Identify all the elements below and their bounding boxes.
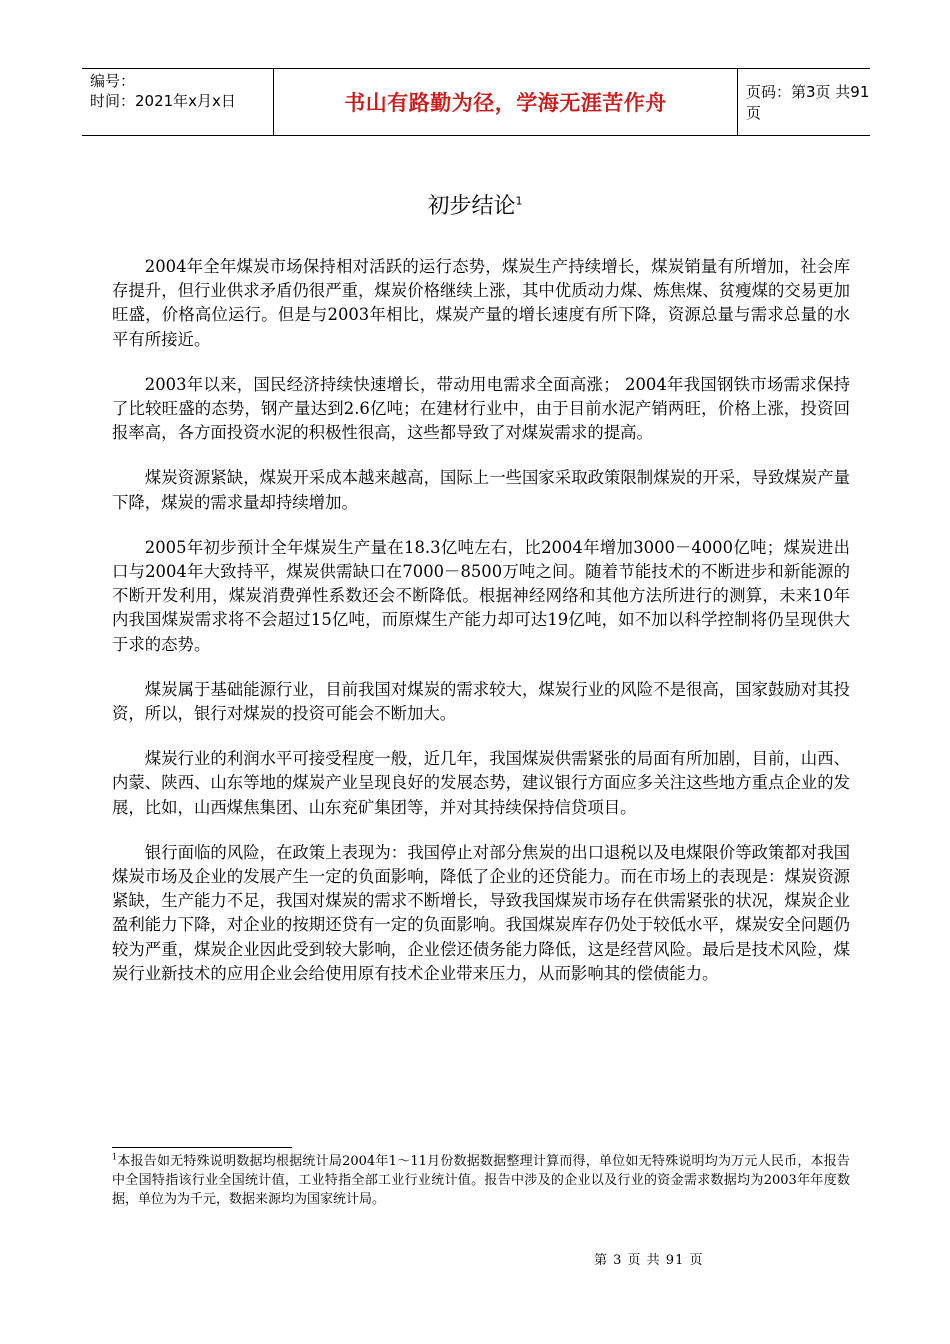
section-title-text: 初步结论 xyxy=(427,194,516,219)
paragraph-5: 煤炭属于基础能源行业，目前我国对煤炭的需求较大，煤炭行业的风险不是很高，国家鼓励对其投资，所以，银行对煤炭的投资可能会不断加大。 xyxy=(112,679,850,724)
paragraph-2: 2003年以来，国民经济持续快速增长，带动用电需求全面高涨； 2004年我国钢铁市场需求保持了比较旺盛的态势，钢产量达到2.6亿吨；在建材行业中，由于目前水泥产销两旺，价格上涨，投资回报率高，各方面投资水泥的积极性很高，这些都导致了对煤炭需求的提高。 xyxy=(112,374,850,443)
title-footnote-mark[interactable]: 1 xyxy=(515,194,523,208)
paragraph-3: 煤炭资源紧缺，煤炭开采成本越来越高，国际上一些国家采取政策限制煤炭的开采，导致煤炭产量下降，煤炭的需求量却持续增加。 xyxy=(112,468,850,512)
page-header xyxy=(82,68,870,136)
footnote-text: 本报告如无特殊说明数据均根据统计局2004年1～11月份数据数据整理计算而得，单位如无特殊说明均为万元人民币，本报告中全国特指该行业全国统计值，工业特指全部工业行业统计值。报告中涉及的企业以及行业的资金需求数据均为2003年年度数据，单位为为千元，数据来源均为国家统计局。 xyxy=(112,1154,850,1207)
section-title xyxy=(0,192,950,222)
document-date: 时间：2021年x月x日 xyxy=(90,92,236,110)
conclusion-body xyxy=(112,255,850,1007)
paragraph-7: 银行面临的风险，在政策上表现为：我国停止对部分焦炭的出口退税以及电煤限价等政策都对我国煤炭市场及企业的发展产生一定的负面影响，降低了企业的还贷能力。而在市场上的表现是：煤炭资源紧缺，生产能力不足，我国对煤炭的需求不断增长，导致我国煤炭市场存在供需紧张的状况，煤炭企业盈利能力下降，对企业的按期还贷有一定的负面影响。我国煤炭库存仍处于较低水平，煤炭安全问题仍较为严重，煤炭企业因此受到较大影响，企业偿还债务能力降低，这是经营风险。最后是技术风险，煤炭行业新技术的应用企业会给使用原有技术企业带来压力，从而影响其的偿债能力。 xyxy=(112,842,850,983)
header-motto: 书山有路勤为径，学海无涯苦作舟 xyxy=(274,69,738,135)
header-page-code: 页码：第3页 共91页 xyxy=(746,83,870,122)
footnote xyxy=(112,1152,850,1209)
page-number-footer: 第 3 页 共 91 页 xyxy=(594,1253,704,1268)
footnote-divider xyxy=(112,1147,292,1148)
footnote-mark: 1 xyxy=(112,1152,118,1162)
paragraph-4: 2005年初步预计全年煤炭生产量在18.3亿吨左右，比2004年增加3000－4000亿吨；煤炭进出口与2004年大致持平，煤炭供需缺口在7000－8500万吨之间。随着节能技术的不断进步和新能源的不断开发利用，煤炭消费弹性系数还会不断降低。根据神经网络和其他方法所进行的测算，未来10年内我国煤炭需求将不会超过15亿吨，而原煤生产能力却可达19亿吨，如不加以科学控制将仍呈现供大于求的态势。 xyxy=(112,537,850,654)
document-number-label: 编号： xyxy=(90,72,136,90)
paragraph-1: 2004年全年煤炭市场保持相对活跃的运行态势，煤炭生产持续增长，煤炭销量有所增加，社会库存提升，但行业供求矛盾仍很严重，煤炭价格继续上涨，其中优质动力煤、炼焦煤、贫瘦煤的交易更加旺盛，价格高位运行。但是与2003年相比，煤炭产量的增长速度有所下降，资源总量与需求总量的水平有所接近。 xyxy=(112,257,850,349)
header-meta xyxy=(82,69,274,135)
paragraph-6: 煤炭行业的利润水平可接受程度一般，近几年，我国煤炭供需紧张的局面有所加剧，目前，山西、内蒙、陕西、山东等地的煤炭产业呈现良好的发展态势，建议银行方面应多关注这些地方重点企业的发展，比如，山西煤焦集团、山东兖矿集团等，并对其持续保持信贷项目。 xyxy=(112,749,850,817)
